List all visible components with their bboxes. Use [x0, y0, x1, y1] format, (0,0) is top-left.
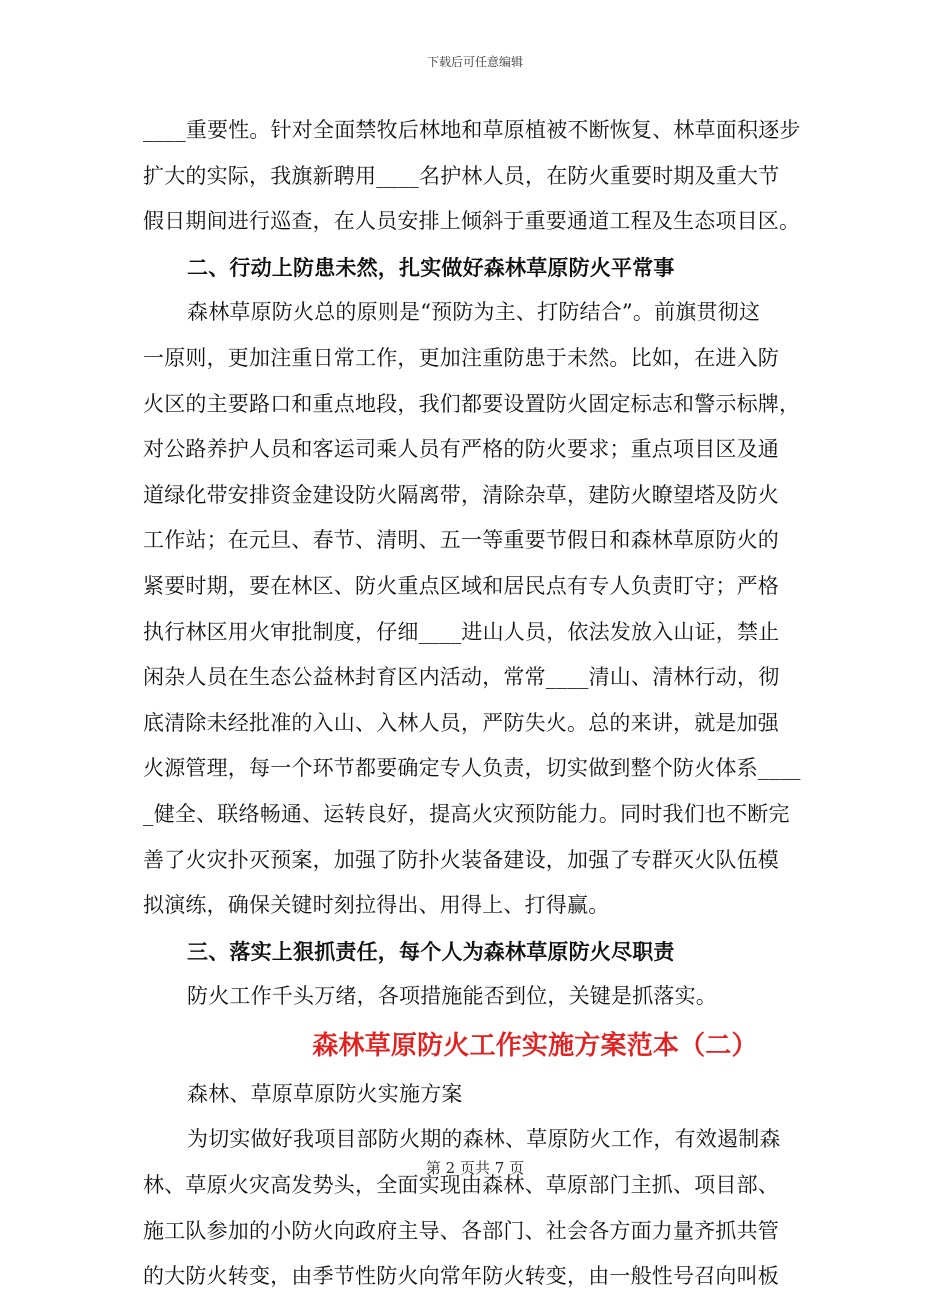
paragraph-line: ____重要性。针对全面禁牧后林地和草原植被不断恢复、林草面积逐步 — [143, 118, 801, 142]
page-footer: 第 2 页共 7 页 — [425, 1159, 525, 1177]
section-heading: 三、落实上狠抓责任，每个人为森林草原防火尽职责 — [187, 938, 675, 964]
paragraph-line: 防火工作千头万绪，各项措施能否到位，关键是抓落实。 — [187, 984, 717, 1009]
paragraph-line: 的大防火转变，由季节性防火向常年防火转变，由一般性号召向叫板 — [143, 1264, 779, 1289]
paragraph-line: _健全、联络畅通、运转良好，提高火灾预防能力。同时我们也不断完 — [143, 801, 790, 826]
section-title: 森林草原防火工作实施方案范本（二） — [312, 1030, 758, 1061]
paragraph-line: 善了火灾扑灭预案，加强了防扑火装备建设，加强了专群灭火队伍模 — [143, 847, 779, 872]
paragraph-line: 森林、草原草原防火实施方案 — [187, 1081, 463, 1106]
section-heading: 二、行动上防患未然，扎实做好森林草原防火平常事 — [187, 254, 675, 280]
paragraph-line: 假日期间进行巡查，在人员安排上倾斜于重要通道工程及生态项目区。 — [143, 209, 801, 234]
paragraph-line: 工作站；在元旦、春节、清明、五一等重要节假日和森林草原防火的 — [143, 528, 779, 553]
paragraph-line: 闲杂人员在生态公益林封育区内活动，常常____清山、清林行动，彻 — [143, 665, 780, 690]
page-header: 下载后可任意编辑 — [426, 55, 523, 69]
paragraph-line: 紧要时期，要在林区、防火重点区域和居民点有专人负责盯守；严格 — [143, 573, 779, 598]
paragraph-line: 火区的主要路口和重点地段，我们都要设置防火固定标志和警示标牌， — [143, 391, 801, 416]
paragraph-line: 底清除未经批准的入山、入林人员，严防失火。总的来讲，就是加强 — [143, 710, 779, 735]
document-body — [143, 108, 807, 1300]
paragraph-line: 执行林区用火审批制度，仔细____进山人员，依法发放入山证，禁止 — [143, 619, 780, 644]
paragraph-line: 森林草原防火总的原则是“预防为主、打防结合”。前旗贯彻这 — [187, 300, 761, 325]
paragraph-line: 火源管理，每一个环节都要确定专人负责，切实做到整个防火体系____ — [143, 756, 801, 781]
paragraph-line: 一原则，更加注重日常工作，更加注重防患于未然。比如，在进入防 — [143, 345, 779, 370]
paragraph-line: 施工队参加的小防火向政府主导、各部门、社会各方面力量齐抓共管 — [143, 1218, 779, 1243]
paragraph-line: 为切实做好我项目部防火期的森林、草原防火工作，有效遏制森 — [187, 1127, 781, 1152]
paragraph-line: 拟演练，确保关键时刻拉得出、用得上、打得赢。 — [143, 893, 610, 918]
paragraph-line: 道绿化带安排资金建设防火隔离带，清除杂草，建防火瞭望塔及防火 — [143, 482, 779, 507]
paragraph-line: 扩大的实际，我旗新聘用____名护林人员，在防火重要时期及重大节 — [143, 163, 780, 188]
paragraph-line: 林、草原火灾高发势头，全面实现由森林、草原部门主抓、项目部、 — [143, 1173, 779, 1198]
paragraph-line: 对公路养护人员和客运司乘人员有严格的防火要求；重点项目区及通 — [143, 437, 779, 462]
